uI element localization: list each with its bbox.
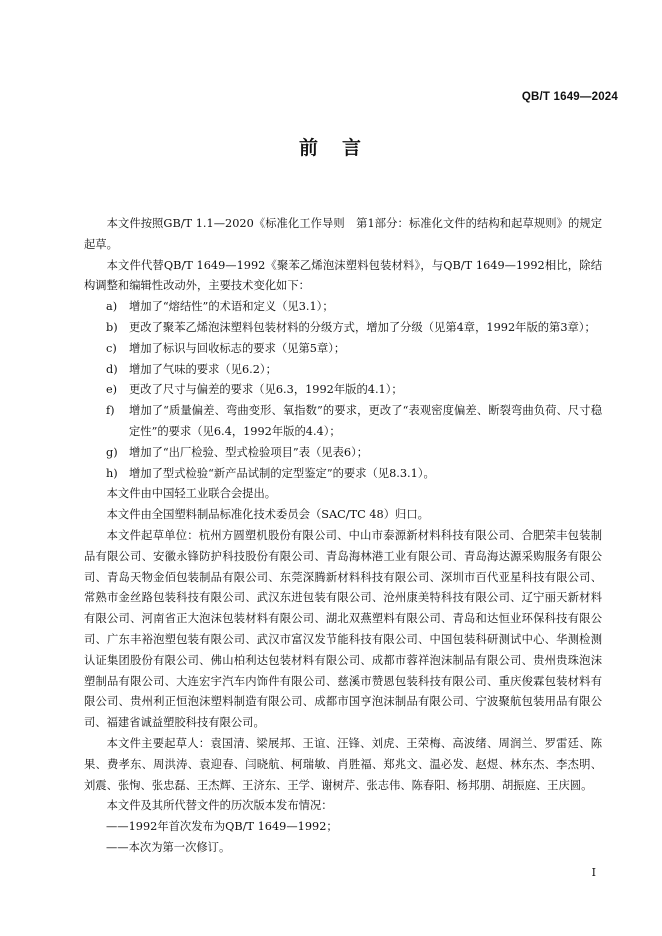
list-item-text: 增加了标识与回收标志的要求（见第5章）； <box>129 341 346 355</box>
history-intro-paragraph: 本文件及其所代替文件的历次版本发布情况： <box>106 799 333 813</box>
committee-paragraph: 本文件由全国塑料制品标准化技术委员会（SAC/TC 48）归口。 <box>106 508 429 522</box>
list-item <box>84 401 602 443</box>
list-item-label: e) <box>106 383 118 397</box>
drafting-rule-paragraph: 本文件按照GB/T 1.1—2020《标准化工作导则 第1部分：标准化文件的结构和起草规则》的规定起草。 <box>84 217 602 251</box>
list-item <box>84 339 602 360</box>
history-line: ——1992年首次发布为QB/T 1649—1992； <box>106 820 338 834</box>
list-item-text: 增加了“质量偏差、弯曲变形、氧指数”的要求，更改了“表观密度偏差、断裂弯曲负荷、尺寸稳定性”的要求（见6.4，1992年版的4.4）； <box>129 404 602 438</box>
foreword-body <box>84 214 602 859</box>
title-char-1: 前 <box>298 137 320 159</box>
list-item-label: a) <box>106 300 118 314</box>
list-item-label: d) <box>106 362 118 376</box>
list-item <box>84 297 602 318</box>
drafting-units-paragraph: 本文件起草单位：杭州方圆塑机股份有限公司、中山市泰源新材料科技有限公司、合肥荣丰包装制品有限公司、安徽永锋防护科技股份有限公司、青岛海林港工业有限公司、青岛海达源采购服务有限公司、青岛天物金佰包装制品有限公司、东莞深腾新材料科技有限公司、深圳市百代亚星科技有限公司、常熟市金丝路包装科技有限公司、武汉东进包装有限公司、沧州康美特科技有限公司、辽宁丽天新材料有限公司、河南省正大泡沫包装材料有限公司、湖北双燕塑料有限公司、青岛和达恒业环保科技有限公司、广东丰裕泡塑包装有限公司、武汉市富汉发节能科技有限公司、中国包装科研测试中心、华测检测认证集团股份有限公司、佛山柏利达包装材料有限公司、成都市蓉祥泡沫制品有限公司、贵州贵珠泡沫塑制品有限公司、大连宏宇汽车内饰件有限公司、慈溪市赞恩包装科技有限公司、重庆俊霖包装材料有限公司、贵州利正恒泡沫塑料制造有限公司、成都市国亨泡沫制品有限公司、宁波聚航包装用品有限公司、福建省诚益塑胶科技有限公司。 <box>84 528 602 730</box>
list-item-label: f) <box>106 404 115 418</box>
list-item <box>84 360 602 381</box>
list-item-label: h) <box>106 466 118 480</box>
list-item-text: 增加了气味的要求（见6.2）； <box>129 362 277 376</box>
list-item <box>84 318 602 339</box>
list-item-label: b) <box>106 320 118 334</box>
proposer-paragraph: 本文件由中国轻工业联合会提出。 <box>106 487 277 501</box>
list-item-text: 更改了尺寸与偏差的要求（见6.3，1992年版的4.1）； <box>129 383 403 397</box>
list-item-text: 增加了“熔结性”的术语和定义（见3.1）； <box>129 300 334 314</box>
replacement-paragraph: 本文件代替QB/T 1649—1992《聚苯乙烯泡沫塑料包装材料》，与QB/T 1649—1992相比，除结构调整和编辑性改动外，主要技术变化如下： <box>84 258 602 293</box>
list-item <box>84 443 602 464</box>
title-char-2: 言 <box>342 137 364 159</box>
list-item <box>84 464 602 485</box>
history-line: ——本次为第一次修订。 <box>106 840 231 854</box>
list-item <box>84 380 602 401</box>
drafters-paragraph: 本文件主要起草人：袁国清、梁展邦、王谊、汪锋、刘虎、王荣梅、高波绪、周润兰、罗雷廷、陈果、费孝东、周洪涛、袁迎春、闫晓航、柯瑞敏、肖胜福、郑兆文、温必发、赵煜、林东杰、李杰明、刘震、张恂、张忠磊、王杰辉、王济东、王学、谢树芹、张志伟、陈春阳、杨邦朋、胡振庭、王庆圆。 <box>84 736 602 792</box>
list-item-text: 更改了聚苯乙烯泡沫塑料包装材料的分级方式，增加了分级（见第4章，1992年版的第3章）； <box>129 320 596 334</box>
standard-code: QB/T 1649—2024 <box>521 91 618 103</box>
list-item-label: g) <box>106 445 118 459</box>
list-item-text: 增加了“出厂检验、型式检验项目”表（见表6）； <box>129 445 369 459</box>
page-number: I <box>591 866 596 879</box>
list-item-label: c) <box>106 341 117 355</box>
page-title <box>0 133 662 160</box>
technical-changes-list <box>84 297 602 484</box>
list-item-text: 增加了型式检验“新产品试制的定型鉴定”的要求（见8.3.1）。 <box>129 466 435 480</box>
